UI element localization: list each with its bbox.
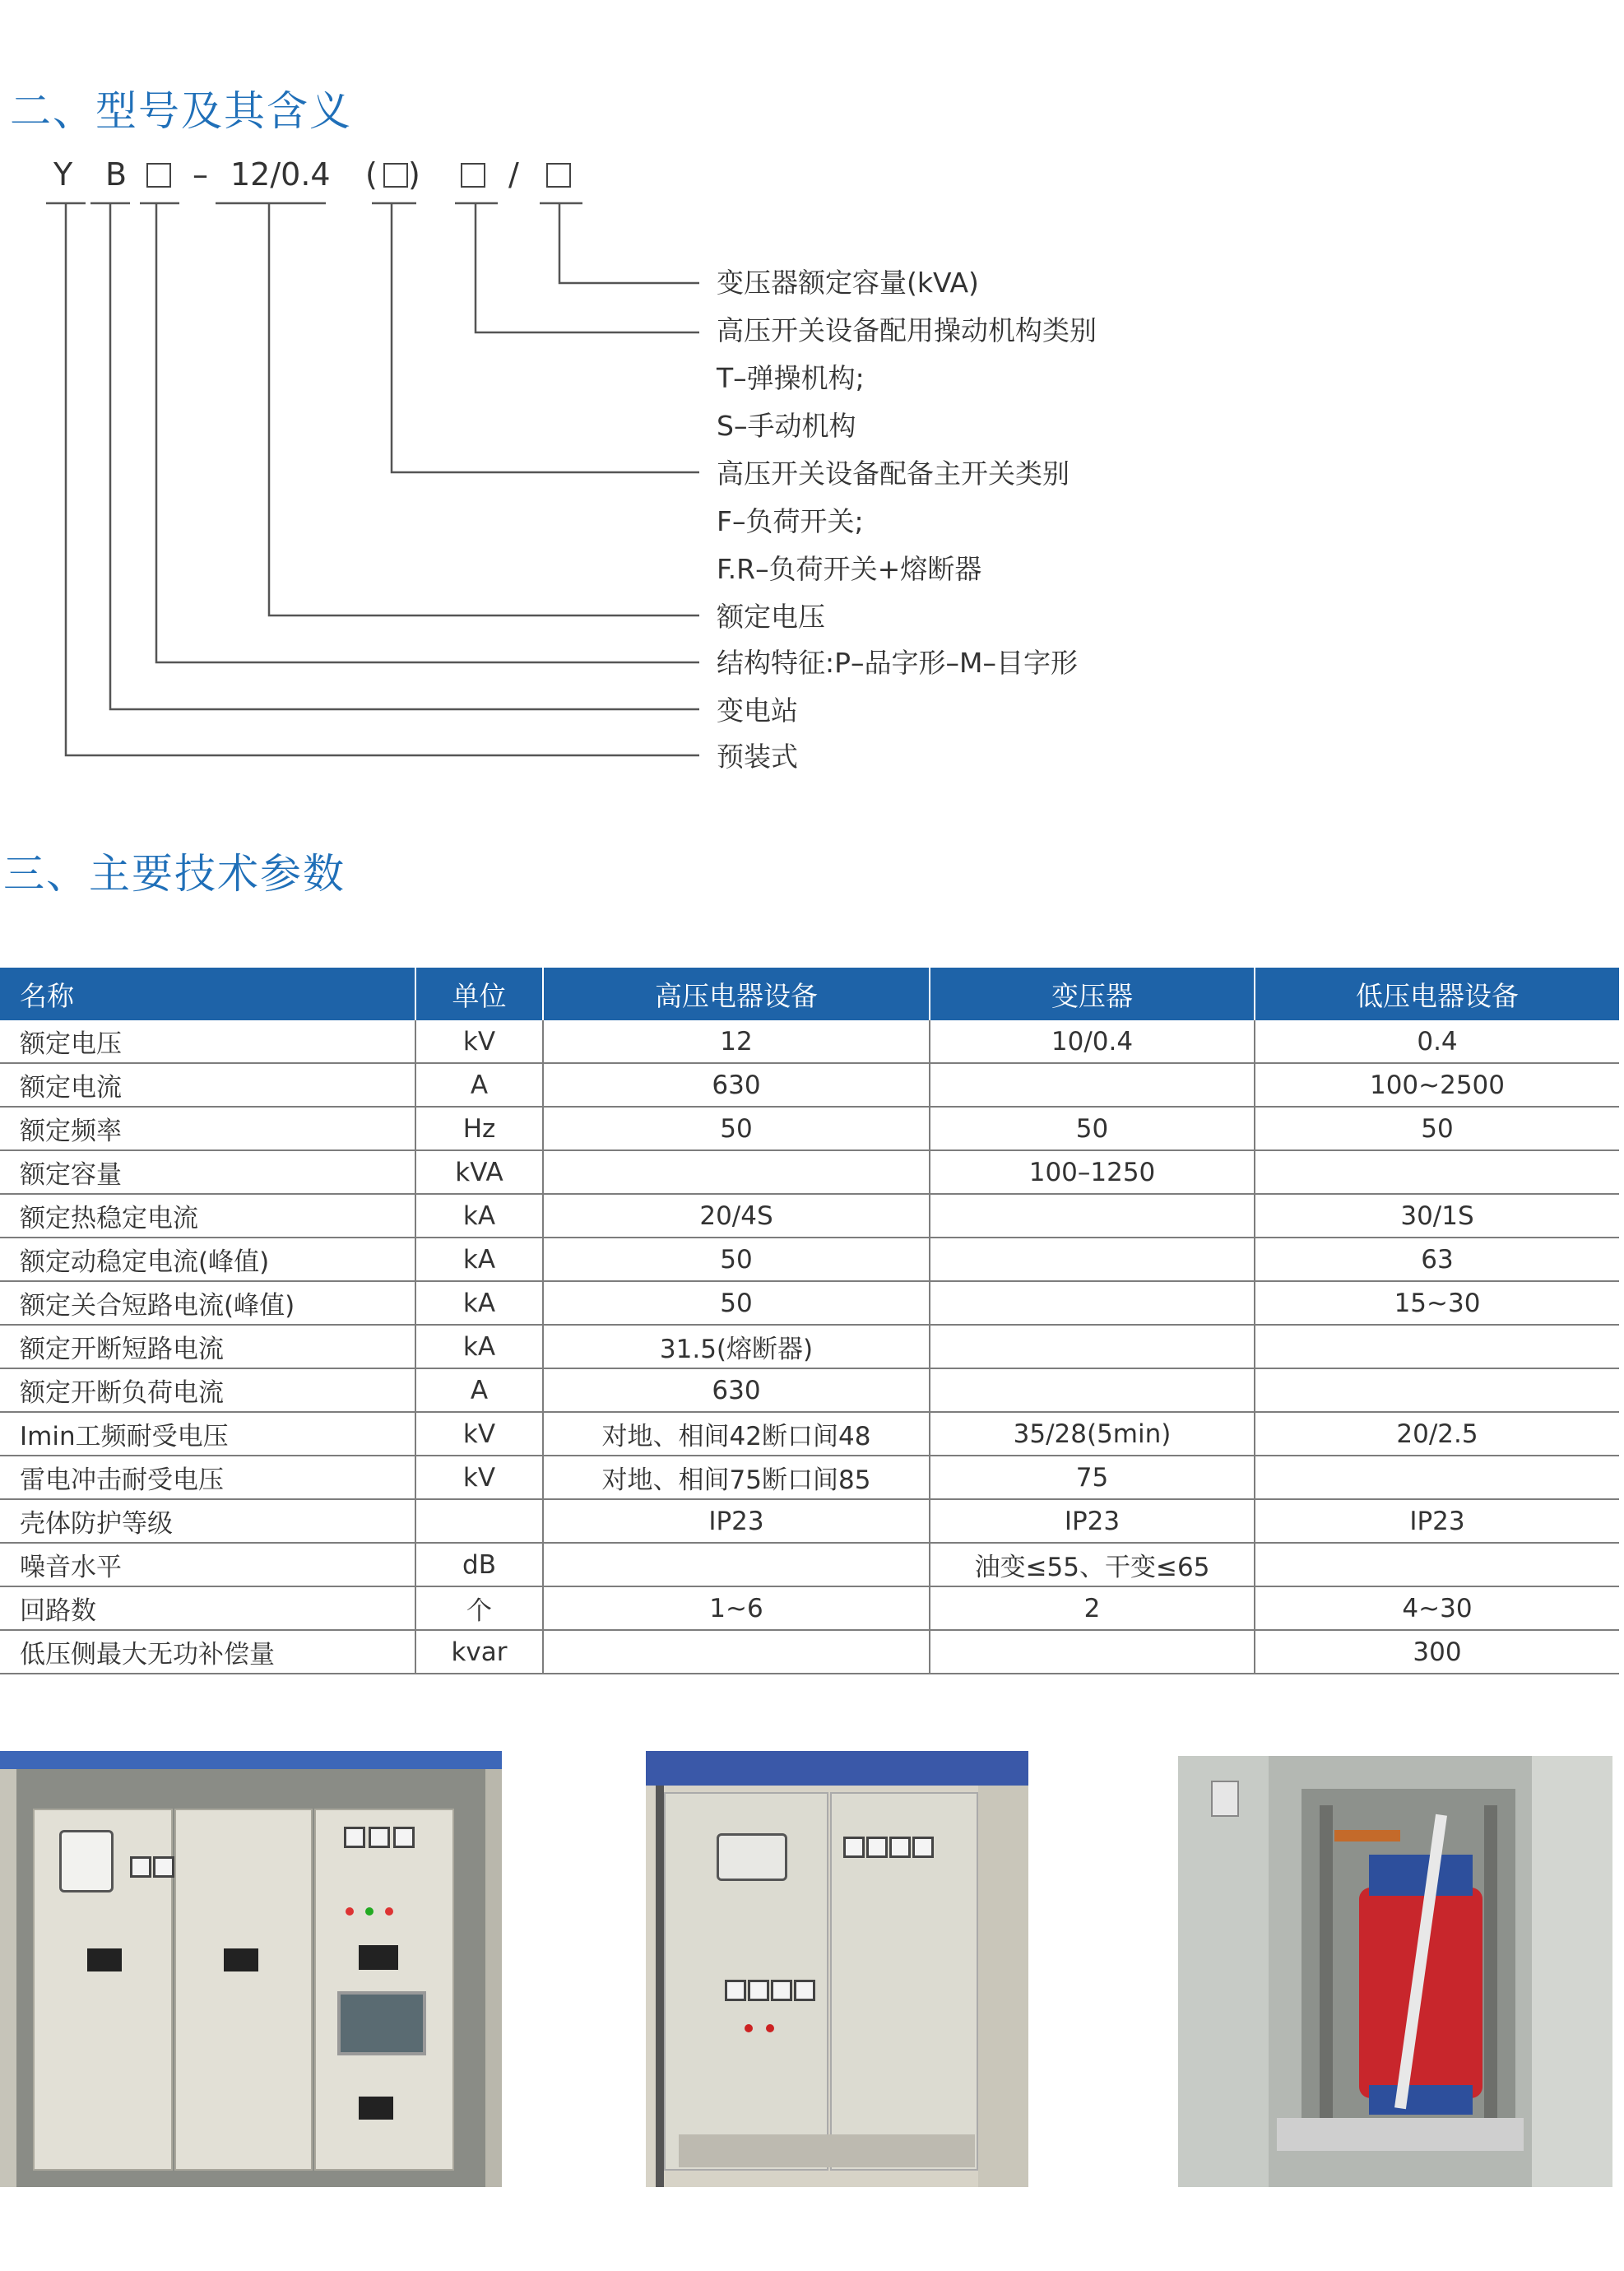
meaning-capacity: 变压器额定容量(kVA) [717, 267, 979, 299]
meter [748, 1980, 769, 2001]
cell-lv: 20/2.5 [1255, 1412, 1619, 1456]
code-close-paren: ) [408, 156, 420, 193]
cell-unit: kvar [415, 1630, 543, 1674]
cell-lv [1255, 1543, 1619, 1586]
cell-transformer [930, 1194, 1255, 1238]
code-letter-b: B [105, 156, 128, 193]
meter [843, 1837, 865, 1858]
cell-transformer: 35/28(5min) [930, 1412, 1255, 1456]
cell-name: 回路数 [0, 1586, 415, 1630]
cell-unit: A [415, 1368, 543, 1412]
code-voltage: 12/0.4 [230, 156, 331, 193]
table-row [0, 1325, 1619, 1368]
rail [1484, 1805, 1497, 2126]
meter [725, 1980, 746, 2001]
base-frame [1277, 2118, 1524, 2151]
photo-transformer [1178, 1756, 1612, 2187]
table-row [0, 1020, 1619, 1063]
transformer-core-bottom [1369, 2085, 1473, 2115]
transformer-core-top [1369, 1855, 1473, 1896]
cell-hv: IP23 [543, 1499, 930, 1543]
cell-name: 额定动稳定电流(峰值) [0, 1238, 415, 1281]
cell-hv: 50 [543, 1107, 930, 1150]
meaning-mechanism: 高压开关设备配用操动机构类别 [717, 314, 1097, 346]
indicator-light [346, 1907, 354, 1916]
cell-hv [543, 1630, 930, 1674]
table-row [0, 1412, 1619, 1456]
meter [889, 1837, 911, 1858]
table-row [0, 1281, 1619, 1325]
meaning-substation: 变电站 [717, 694, 798, 727]
door-right [1532, 1756, 1612, 2187]
meter [393, 1827, 415, 1848]
meter-window [59, 1830, 114, 1892]
indicator-light [766, 2024, 774, 2032]
cell-lv: 4~30 [1255, 1586, 1619, 1630]
cell-hv: 50 [543, 1281, 930, 1325]
cell-lv [1255, 1456, 1619, 1499]
cell-name: 低压侧最大无功补偿量 [0, 1630, 415, 1674]
cell-lv: 300 [1255, 1630, 1619, 1674]
meaning-prefab: 预装式 [717, 741, 798, 773]
cell-unit: Hz [415, 1107, 543, 1150]
meaning-main-switch: 高压开关设备配备主开关类别 [717, 457, 1070, 490]
meaning-mechanism-t: T–弹操机构; [717, 362, 865, 394]
table-row [0, 1499, 1619, 1543]
cell-name: 额定电压 [0, 1020, 415, 1063]
vent-strip [679, 2134, 975, 2167]
cell-transformer: IP23 [930, 1499, 1255, 1543]
cell-transformer: 10/0.4 [930, 1020, 1255, 1063]
cell-hv: 630 [543, 1368, 930, 1412]
cell-unit: kV [415, 1456, 543, 1499]
cell-transformer [930, 1063, 1255, 1107]
cell-unit: kVA [415, 1150, 543, 1194]
cell-lv [1255, 1325, 1619, 1368]
cell-unit: kA [415, 1238, 543, 1281]
cell-transformer: 油变≤55、干变≤65 [930, 1543, 1255, 1586]
cell-unit: kV [415, 1412, 543, 1456]
table-row [0, 1368, 1619, 1412]
cell-lv: 0.4 [1255, 1020, 1619, 1063]
cell-lv: 50 [1255, 1107, 1619, 1150]
open-door [978, 1786, 1028, 2187]
cell-lv: 15~30 [1255, 1281, 1619, 1325]
meaning-mechanism-s: S–手动机构 [717, 410, 856, 442]
meaning-voltage: 额定电压 [717, 601, 825, 633]
cell-name: 额定关合短路电流(峰值) [0, 1281, 415, 1325]
window-slot [224, 1948, 258, 1971]
meaning-structure: 结构特征:P–品字形–M–目字形 [717, 647, 1078, 679]
cell-name: 额定电流 [0, 1063, 415, 1107]
header-lv: 低压电器设备 [1255, 968, 1619, 1020]
door-edge [656, 1786, 664, 2187]
code-letter-y: Y [53, 156, 73, 193]
header-hv: 高压电器设备 [543, 968, 930, 1020]
table-row [0, 1586, 1619, 1630]
meter [912, 1837, 934, 1858]
cell-hv: 1~6 [543, 1586, 930, 1630]
window-slot [359, 2097, 393, 2120]
rail [1320, 1805, 1333, 2126]
cell-name: 额定热稳定电流 [0, 1194, 415, 1238]
cell-name: 额定开断短路电流 [0, 1325, 415, 1368]
wall-left [1178, 1756, 1269, 2187]
meter [1211, 1781, 1239, 1817]
meter [344, 1827, 365, 1848]
header-unit: 单位 [415, 968, 543, 1020]
table-row [0, 1456, 1619, 1499]
cell-transformer: 75 [930, 1456, 1255, 1499]
window-slot [359, 1945, 398, 1970]
section2-title: 二、型号及其含义 [10, 87, 352, 135]
window-slot [87, 1948, 122, 1971]
cell-unit [415, 1499, 543, 1543]
meter [771, 1980, 792, 2001]
cell-transformer: 2 [930, 1586, 1255, 1630]
cell-lv: 63 [1255, 1238, 1619, 1281]
door-left [0, 1769, 16, 2187]
control-screen [337, 1991, 426, 2055]
cell-name: 雷电冲击耐受电压 [0, 1456, 415, 1499]
cell-transformer: 50 [930, 1107, 1255, 1150]
cabinet-roof [0, 1751, 502, 1769]
cell-unit: kA [415, 1281, 543, 1325]
code-open-paren: ( [365, 156, 378, 193]
meter-window [717, 1833, 787, 1881]
table-row [0, 1543, 1619, 1586]
cell-unit: dB [415, 1543, 543, 1586]
indicator-light [745, 2024, 753, 2032]
cell-hv: 31.5(熔断器) [543, 1325, 930, 1368]
table-row [0, 1630, 1619, 1674]
cell-name: 额定频率 [0, 1107, 415, 1150]
indicator-light [365, 1907, 374, 1916]
cell-hv: 12 [543, 1020, 930, 1063]
cell-name: 噪音水平 [0, 1543, 415, 1586]
code-dash: – [193, 156, 208, 193]
cell-transformer [930, 1630, 1255, 1674]
section3-title: 三、主要技术参数 [3, 850, 346, 898]
indicator-light [385, 1907, 393, 1916]
meaning-switch-f: F–负荷开关; [717, 505, 864, 537]
cell-unit: kA [415, 1194, 543, 1238]
code-slash: / [508, 156, 519, 193]
cell-unit: 个 [415, 1586, 543, 1630]
cell-lv: IP23 [1255, 1499, 1619, 1543]
meter [369, 1827, 390, 1848]
spec-table [0, 968, 1619, 1674]
cell-name: 壳体防护等级 [0, 1499, 415, 1543]
table-row [0, 1238, 1619, 1281]
cell-hv [543, 1150, 930, 1194]
cell-transformer [930, 1238, 1255, 1281]
photo-hv-switchgear [0, 1751, 502, 2187]
cell-transformer [930, 1281, 1255, 1325]
cell-lv: 30/1S [1255, 1194, 1619, 1238]
meter [866, 1837, 888, 1858]
cell-lv [1255, 1368, 1619, 1412]
panel [174, 1809, 313, 2171]
cell-unit: kV [415, 1020, 543, 1063]
cell-hv: 50 [543, 1238, 930, 1281]
cell-transformer [930, 1325, 1255, 1368]
table-row [0, 1063, 1619, 1107]
table-row [0, 1150, 1619, 1194]
cell-unit: kA [415, 1325, 543, 1368]
table-row [0, 1107, 1619, 1150]
cell-lv [1255, 1150, 1619, 1194]
meaning-switch-fr: F.R–负荷开关+熔断器 [717, 553, 982, 585]
cell-hv: 对地、相间75断口间85 [543, 1456, 930, 1499]
copper-bar [1334, 1830, 1400, 1841]
cell-name: 额定开断负荷电流 [0, 1368, 415, 1412]
cell-hv: 对地、相间42断口间48 [543, 1412, 930, 1456]
door-right [485, 1769, 502, 2187]
cell-name: 额定容量 [0, 1150, 415, 1194]
cell-unit: A [415, 1063, 543, 1107]
cell-lv: 100~2500 [1255, 1063, 1619, 1107]
cell-transformer [930, 1368, 1255, 1412]
cell-name: Imin工频耐受电压 [0, 1412, 415, 1456]
header-name: 名称 [0, 968, 415, 1020]
meter [130, 1856, 151, 1878]
photo-lv-cabinet [646, 1751, 1028, 2187]
table-row [0, 1194, 1619, 1238]
meter [794, 1980, 815, 2001]
cell-hv: 630 [543, 1063, 930, 1107]
cell-hv: 20/4S [543, 1194, 930, 1238]
cell-transformer: 100–1250 [930, 1150, 1255, 1194]
cell-hv [543, 1543, 930, 1586]
spec-table-header [0, 968, 1619, 1020]
meter [153, 1856, 174, 1878]
cabinet-roof [646, 1751, 1028, 1786]
header-transformer: 变压器 [930, 968, 1255, 1020]
